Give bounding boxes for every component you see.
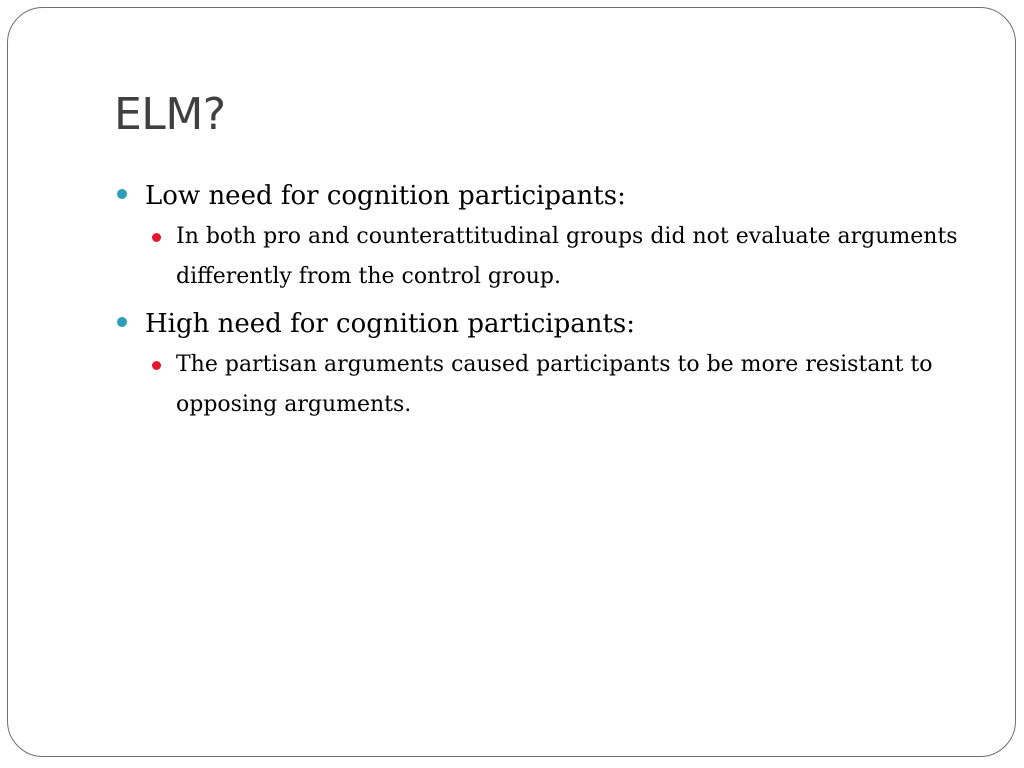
- sub-bullet-dot-icon: [152, 233, 161, 242]
- bullet-dot-icon: [117, 317, 127, 327]
- sub-bullet-text: The partisan arguments caused participants to be more resistant to opposing arguments.: [176, 352, 933, 417]
- sub-bullet-list: [145, 217, 984, 297]
- sub-bullet-item: [145, 345, 984, 425]
- slide-frame: [7, 7, 1016, 757]
- bullet-text: High need for cognition participants:: [145, 309, 636, 339]
- bullet-item: [114, 175, 984, 297]
- slide-title: ELM?: [114, 89, 226, 140]
- sub-bullet-list: [145, 345, 984, 425]
- bullet-dot-icon: [117, 189, 127, 199]
- sub-bullet-text: In both pro and counterattitudinal groups did not evaluate arguments differently from the control group.: [176, 224, 958, 289]
- bullet-text: Low need for cognition participants:: [145, 181, 626, 211]
- sub-bullet-item: [145, 217, 984, 297]
- bullet-list: [114, 175, 984, 425]
- sub-bullet-dot-icon: [152, 361, 161, 370]
- bullet-item: [114, 303, 984, 425]
